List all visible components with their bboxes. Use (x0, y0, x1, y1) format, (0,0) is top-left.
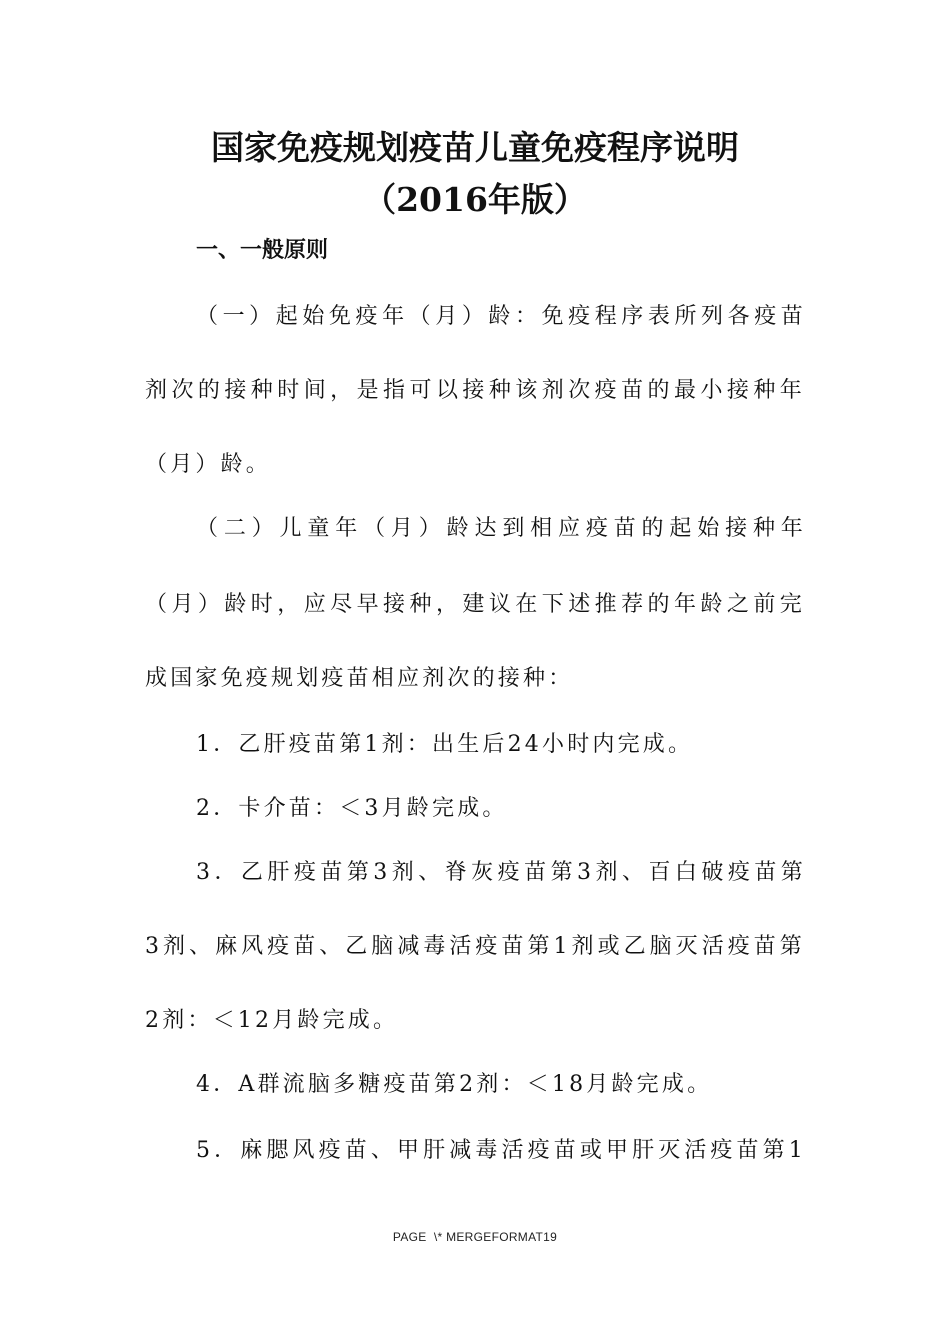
paragraph-line: （月）龄时，应尽早接种，建议在下述推荐的年龄之前完 (145, 592, 805, 617)
list-item: 1．乙肝疫苗第1剂：出生后24小时内完成。 (196, 732, 694, 757)
section-heading-general-principles: 一、一般原则 (196, 238, 329, 263)
paragraph-line: 剂次的接种时间，是指可以接种该剂次疫苗的最小接种年 (145, 378, 805, 403)
paragraph-line: 成国家免疫规划疫苗相应剂次的接种： (145, 666, 574, 691)
list-item: 2．卡介苗：＜3月龄完成。 (196, 796, 508, 821)
document-title-edition: （2016年版） (363, 180, 587, 219)
document-title: 国家免疫规划疫苗儿童免疫程序说明 (211, 128, 739, 167)
list-item: 3．乙肝疫苗第3剂、脊灰疫苗第3剂、百白破疫苗第 (196, 860, 806, 885)
page-footer (0, 1228, 950, 1246)
paragraph-line: （一）起始免疫年（月）龄：免疫程序表所列各疫苗 (196, 304, 806, 329)
list-item-continuation: 2剂：＜12月龄完成。 (145, 1008, 399, 1033)
page-number-field: PAGE \* MERGEFORMAT19 (392, 1230, 558, 1244)
paragraph-line: （二）儿童年（月）龄达到相应疫苗的起始接种年 (196, 516, 806, 541)
list-item: 4．A群流脑多糖疫苗第2剂：＜18月龄完成。 (196, 1072, 713, 1097)
paragraph-line: （月）龄。 (145, 452, 272, 477)
list-item-continuation: 3剂、麻风疫苗、乙脑减毒活疫苗第1剂或乙脑灭活疫苗第 (145, 934, 805, 959)
list-item: 5．麻腮风疫苗、甲肝减毒活疫苗或甲肝灭活疫苗第1 (196, 1138, 806, 1163)
